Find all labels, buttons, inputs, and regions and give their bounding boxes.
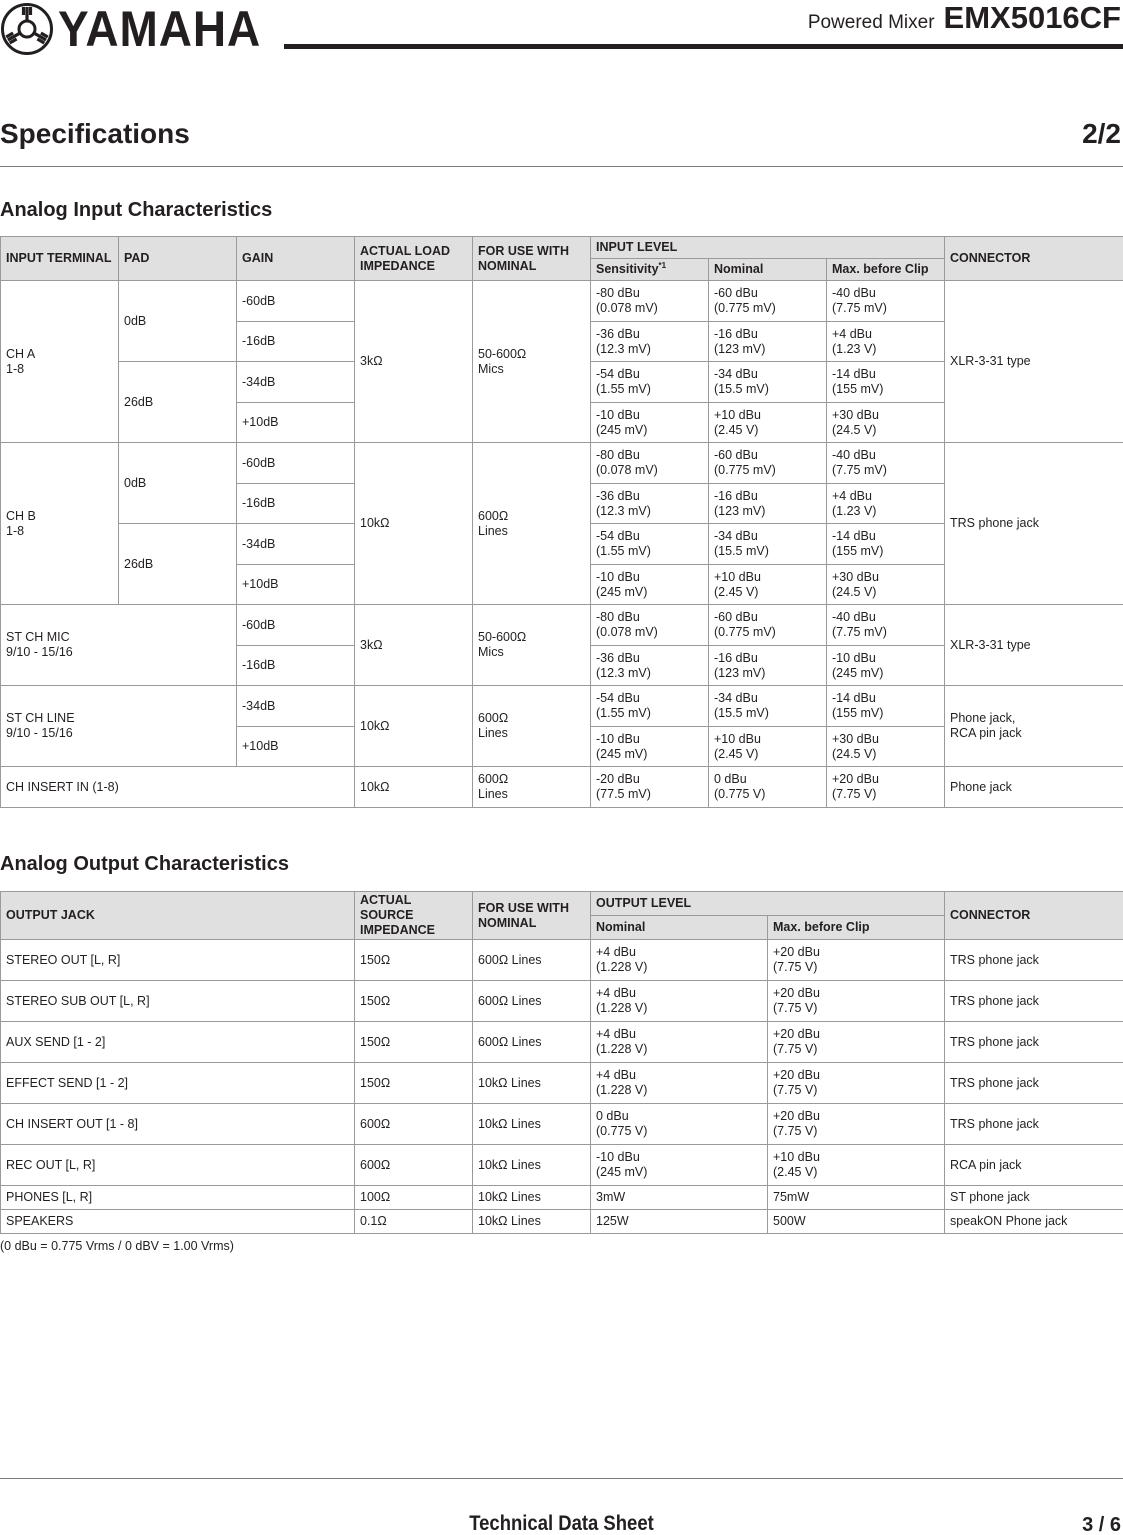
nominal-level-cell: +10 dBu (2.45 V) (709, 727, 827, 767)
yamaha-logo (0, 2, 279, 56)
max-level-cell: -40 dBu (7.75 mV) (827, 281, 945, 322)
sensitivity-cell: -54 dBu (1.55 mV) (591, 362, 709, 403)
max-level-cell: +4 dBu (1.23 V) (827, 322, 945, 362)
gain-cell: +10dB (237, 727, 355, 767)
max-level-cell: -14 dBu (155 mV) (827, 362, 945, 403)
table-row (1, 1104, 1123, 1145)
max-level-cell: -14 dBu (155 mV) (827, 524, 945, 565)
sensitivity-cell: -80 dBu (0.078 mV) (591, 443, 709, 484)
sensitivity-cell: -80 dBu (0.078 mV) (591, 281, 709, 322)
impedance-cell: 150Ω (355, 981, 473, 1022)
connector-cell: RCA pin jack (945, 1145, 1123, 1186)
sensitivity-cell: -36 dBu (12.3 mV) (591, 322, 709, 362)
max-level-cell: +4 dBu (1.23 V) (827, 484, 945, 524)
col-header-gain: GAIN (237, 237, 355, 281)
footer-page-number: 3 / 6 (1082, 1514, 1121, 1535)
connector-cell: TRS phone jack (945, 443, 1123, 605)
nominal-level-cell: +10 dBu (2.45 V) (709, 565, 827, 605)
nominal-cell: 10kΩ Lines (473, 1186, 591, 1210)
connector-cell: TRS phone jack (945, 1022, 1123, 1063)
impedance-cell: 0.1Ω (355, 1210, 473, 1234)
gain-cell: -16dB (237, 646, 355, 686)
connector-cell: speakON Phone jack (945, 1210, 1123, 1234)
max-level-cell: +20 dBu (7.75 V) (768, 1063, 945, 1104)
table-header-row (1, 892, 1123, 916)
nominal-level-cell: 125W (591, 1210, 768, 1234)
input-terminal-cell: CH B 1-8 (1, 443, 119, 605)
output-jack-cell: STEREO SUB OUT [L, R] (1, 981, 355, 1022)
pad-cell: 26dB (119, 362, 237, 443)
footnote-marker: *1 (658, 260, 667, 270)
gain-cell: -34dB (237, 686, 355, 727)
nominal-cell: 600Ω Lines (473, 443, 591, 605)
nominal-level-cell: -34 dBu (15.5 mV) (709, 362, 827, 403)
nominal-level-cell: -34 dBu (15.5 mV) (709, 524, 827, 565)
table-row (1, 605, 1123, 646)
sensitivity-cell: -20 dBu (77.5 mV) (591, 767, 709, 808)
table-row (1, 1210, 1123, 1234)
sensitivity-cell: -80 dBu (0.078 mV) (591, 605, 709, 646)
nominal-cell: 10kΩ Lines (473, 1063, 591, 1104)
product-title (808, 0, 1121, 36)
max-level-cell: +20 dBu (7.75 V) (768, 981, 945, 1022)
nominal-cell: 10kΩ Lines (473, 1104, 591, 1145)
connector-cell: TRS phone jack (945, 981, 1123, 1022)
nominal-cell: 600Ω Lines (473, 1022, 591, 1063)
col-header-input-terminal: INPUT TERMINAL (1, 237, 119, 281)
col-header-nominal: FOR USE WITH NOMINAL (473, 892, 591, 940)
col-header-source-impedance: ACTUAL SOURCE IMPEDANCE (355, 892, 473, 940)
impedance-cell: 600Ω (355, 1145, 473, 1186)
gain-cell: +10dB (237, 403, 355, 443)
col-header-max-before-clip: Max. before Clip (768, 916, 945, 940)
product-type: Powered Mixer (807, 12, 935, 33)
connector-cell: XLR-3-31 type (945, 605, 1123, 686)
table-row (1, 1145, 1123, 1186)
output-jack-cell: EFFECT SEND [1 - 2] (1, 1063, 355, 1104)
gain-cell: -34dB (237, 362, 355, 403)
nominal-level-cell: +4 dBu (1.228 V) (591, 1063, 768, 1104)
sensitivity-cell: -36 dBu (12.3 mV) (591, 646, 709, 686)
page-title: Specifications (0, 118, 190, 149)
nominal-cell: 50-600Ω Mics (473, 281, 591, 443)
output-jack-cell: AUX SEND [1 - 2] (1, 1022, 355, 1063)
input-section-title: Analog Input Characteristics (0, 199, 273, 221)
table-row (1, 767, 1123, 808)
sensitivity-cell: -54 dBu (1.55 mV) (591, 524, 709, 565)
nominal-cell: 600Ω Lines (473, 767, 591, 808)
table-row (1, 940, 1123, 981)
gain-cell: -16dB (237, 484, 355, 524)
max-level-cell: +10 dBu (2.45 V) (768, 1145, 945, 1186)
pad-cell: 0dB (119, 281, 237, 362)
nominal-cell: 600Ω Lines (473, 981, 591, 1022)
input-characteristics-table (0, 236, 1123, 808)
max-level-cell: +20 dBu (7.75 V) (768, 940, 945, 981)
nominal-level-cell: -10 dBu (245 mV) (591, 1145, 768, 1186)
output-jack-cell: SPEAKERS (1, 1210, 355, 1234)
max-level-cell: -40 dBu (7.75 mV) (827, 605, 945, 646)
max-level-cell: -10 dBu (245 mV) (827, 646, 945, 686)
col-header-output-jack: OUTPUT JACK (1, 892, 355, 940)
footer-title: Technical Data Sheet (469, 1512, 654, 1535)
gain-cell: -34dB (237, 524, 355, 565)
table-row (1, 281, 1123, 322)
connector-cell: ST phone jack (945, 1186, 1123, 1210)
col-header-nominal-level: Nominal (709, 259, 827, 281)
sensitivity-cell: -10 dBu (245 mV) (591, 727, 709, 767)
nominal-level-cell: -16 dBu (123 mV) (709, 646, 827, 686)
sensitivity-cell: -36 dBu (12.3 mV) (591, 484, 709, 524)
input-terminal-cell: ST CH MIC 9/10 - 15/16 (1, 605, 237, 686)
max-level-cell: +30 dBu (24.5 V) (827, 727, 945, 767)
impedance-cell: 150Ω (355, 1022, 473, 1063)
impedance-cell: 10kΩ (355, 767, 473, 808)
output-jack-cell: STEREO OUT [L, R] (1, 940, 355, 981)
page-header (0, 0, 1123, 60)
brand-wordmark: YAMAHA (58, 1, 262, 57)
nominal-cell: 600Ω Lines (473, 940, 591, 981)
table-header-row (1, 237, 1123, 259)
impedance-cell: 3kΩ (355, 281, 473, 443)
impedance-cell: 3kΩ (355, 605, 473, 686)
connector-cell: TRS phone jack (945, 1063, 1123, 1104)
gain-cell: -16dB (237, 322, 355, 362)
pad-cell: 0dB (119, 443, 237, 524)
nominal-level-cell: +4 dBu (1.228 V) (591, 981, 768, 1022)
nominal-level-cell: -60 dBu (0.775 mV) (709, 443, 827, 484)
table-row (1, 1022, 1123, 1063)
nominal-level-cell: -60 dBu (0.775 mV) (709, 605, 827, 646)
max-level-cell: -40 dBu (7.75 mV) (827, 443, 945, 484)
col-header-input-level: INPUT LEVEL (591, 237, 945, 259)
connector-cell: TRS phone jack (945, 1104, 1123, 1145)
nominal-cell: 10kΩ Lines (473, 1210, 591, 1234)
impedance-cell: 100Ω (355, 1186, 473, 1210)
sensitivity-cell: -10 dBu (245 mV) (591, 403, 709, 443)
max-level-cell: -14 dBu (155 mV) (827, 686, 945, 727)
col-header-output-level: OUTPUT LEVEL (591, 892, 945, 916)
nominal-level-cell: -16 dBu (123 mV) (709, 484, 827, 524)
nominal-level-cell: 0 dBu (0.775 V) (591, 1104, 768, 1145)
section-page-indicator: 2/2 (1082, 118, 1121, 149)
output-section-title: Analog Output Characteristics (0, 853, 289, 875)
connector-cell: Phone jack (945, 767, 1123, 808)
gain-cell: -60dB (237, 605, 355, 646)
col-header-connector: CONNECTOR (945, 892, 1123, 940)
table-row (1, 981, 1123, 1022)
col-header-nominal: FOR USE WITH NOMINAL (473, 237, 591, 281)
nominal-level-cell: -34 dBu (15.5 mV) (709, 686, 827, 727)
sensitivity-cell: -10 dBu (245 mV) (591, 565, 709, 605)
input-terminal-cell: CH INSERT IN (1-8) (1, 767, 355, 808)
divider (0, 166, 1123, 167)
col-header-connector: CONNECTOR (945, 237, 1123, 281)
impedance-cell: 10kΩ (355, 443, 473, 605)
max-level-cell: +20 dBu (7.75 V) (768, 1022, 945, 1063)
connector-cell: TRS phone jack (945, 940, 1123, 981)
max-level-cell: 75mW (768, 1186, 945, 1210)
nominal-cell: 600Ω Lines (473, 686, 591, 767)
nominal-level-cell: +4 dBu (1.228 V) (591, 1022, 768, 1063)
nominal-level-cell: +4 dBu (1.228 V) (591, 940, 768, 981)
nominal-cell: 50-600Ω Mics (473, 605, 591, 686)
table-row (1, 686, 1123, 727)
impedance-cell: 10kΩ (355, 686, 473, 767)
product-model: EMX5016CF (943, 0, 1121, 35)
nominal-level-cell: 0 dBu (0.775 V) (709, 767, 827, 808)
connector-cell: Phone jack, RCA pin jack (945, 686, 1123, 767)
impedance-cell: 600Ω (355, 1104, 473, 1145)
gain-cell: -60dB (237, 443, 355, 484)
table-row (1, 443, 1123, 484)
unit-note: (0 dBu = 0.775 Vrms / 0 dBV = 1.00 Vrms) (0, 1239, 234, 1253)
impedance-cell: 150Ω (355, 1063, 473, 1104)
nominal-level-cell: 3mW (591, 1186, 768, 1210)
col-header-max-before-clip: Max. before Clip (827, 259, 945, 281)
output-jack-cell: REC OUT [L, R] (1, 1145, 355, 1186)
table-row (1, 1186, 1123, 1210)
input-terminal-cell: CH A 1-8 (1, 281, 119, 443)
output-characteristics-table (0, 891, 1123, 1234)
header-rule (284, 44, 1123, 49)
nominal-level-cell: -16 dBu (123 mV) (709, 322, 827, 362)
tuning-forks-emblem-icon (0, 2, 54, 56)
connector-cell: XLR-3-31 type (945, 281, 1123, 443)
col-header-nominal-level: Nominal (591, 916, 768, 940)
sensitivity-cell: -54 dBu (1.55 mV) (591, 686, 709, 727)
col-header-pad: PAD (119, 237, 237, 281)
footer-rule (0, 1478, 1123, 1479)
nominal-level-cell: +10 dBu (2.45 V) (709, 403, 827, 443)
output-jack-cell: CH INSERT OUT [1 - 8] (1, 1104, 355, 1145)
nominal-level-cell: -60 dBu (0.775 mV) (709, 281, 827, 322)
max-level-cell: +30 dBu (24.5 V) (827, 565, 945, 605)
output-jack-cell: PHONES [L, R] (1, 1186, 355, 1210)
max-level-cell: 500W (768, 1210, 945, 1234)
output-rows (1, 940, 1123, 1234)
input-terminal-cell: ST CH LINE 9/10 - 15/16 (1, 686, 237, 767)
gain-cell: -60dB (237, 281, 355, 322)
max-level-cell: +30 dBu (24.5 V) (827, 403, 945, 443)
nominal-cell: 10kΩ Lines (473, 1145, 591, 1186)
col-header-sensitivity: Sensitivity$^{*1}$ (591, 259, 709, 281)
impedance-cell: 150Ω (355, 940, 473, 981)
max-level-cell: +20 dBu (7.75 V) (768, 1104, 945, 1145)
max-level-cell: +20 dBu (7.75 V) (827, 767, 945, 808)
pad-cell: 26dB (119, 524, 237, 605)
col-header-load-impedance: ACTUAL LOAD IMPEDANCE (355, 237, 473, 281)
table-row (1, 1063, 1123, 1104)
gain-cell: +10dB (237, 565, 355, 605)
